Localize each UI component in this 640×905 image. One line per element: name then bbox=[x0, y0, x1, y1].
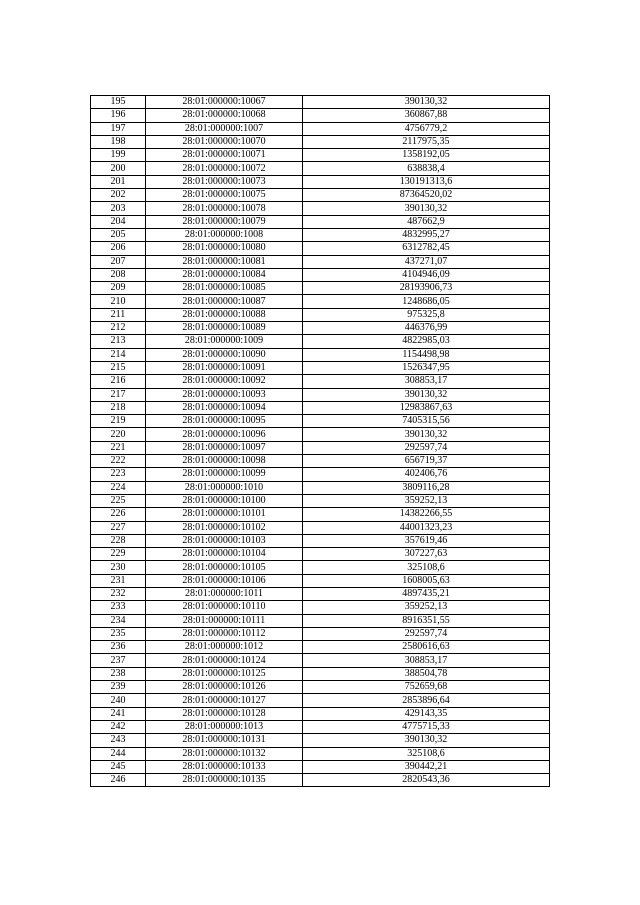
table-row bbox=[91, 308, 550, 321]
row-number-cell: 211 bbox=[91, 308, 146, 321]
value-cell: 390130,32 bbox=[303, 388, 550, 401]
value-cell: 308853,17 bbox=[303, 375, 550, 388]
value-cell: 4104946,09 bbox=[303, 268, 550, 281]
cadastral-number-cell: 28:01:000000:10087 bbox=[146, 295, 303, 308]
value-cell: 359252,13 bbox=[303, 601, 550, 614]
table-row bbox=[91, 774, 550, 787]
table-row bbox=[91, 335, 550, 348]
row-number-cell: 219 bbox=[91, 415, 146, 428]
value-cell: 360867,88 bbox=[303, 109, 550, 122]
cadastral-number-cell: 28:01:000000:10104 bbox=[146, 548, 303, 561]
value-cell: 4775715,33 bbox=[303, 720, 550, 733]
value-cell: 2117975,35 bbox=[303, 135, 550, 148]
value-cell: 14382266,55 bbox=[303, 508, 550, 521]
value-cell: 656719,37 bbox=[303, 455, 550, 468]
cadastral-number-cell: 28:01:000000:10133 bbox=[146, 760, 303, 773]
table-row bbox=[91, 614, 550, 627]
table-row bbox=[91, 415, 550, 428]
cadastral-number-cell: 28:01:000000:10075 bbox=[146, 189, 303, 202]
cadastral-number-cell: 28:01:000000:10132 bbox=[146, 747, 303, 760]
value-cell: 357619,46 bbox=[303, 534, 550, 547]
table-row bbox=[91, 601, 550, 614]
cadastral-number-cell: 28:01:000000:10078 bbox=[146, 202, 303, 215]
cadastral-number-cell: 28:01:000000:10068 bbox=[146, 109, 303, 122]
row-number-cell: 209 bbox=[91, 282, 146, 295]
value-cell: 752659,68 bbox=[303, 681, 550, 694]
value-cell: 130191313,6 bbox=[303, 175, 550, 188]
cadastral-number-cell: 28:01:000000:10072 bbox=[146, 162, 303, 175]
value-cell: 292597,74 bbox=[303, 441, 550, 454]
table-row bbox=[91, 162, 550, 175]
cadastral-number-cell: 28:01:000000:1012 bbox=[146, 641, 303, 654]
row-number-cell: 221 bbox=[91, 441, 146, 454]
table-row bbox=[91, 109, 550, 122]
row-number-cell: 223 bbox=[91, 468, 146, 481]
value-cell: 1526347,95 bbox=[303, 361, 550, 374]
row-number-cell: 232 bbox=[91, 587, 146, 600]
cadastral-number-cell: 28:01:000000:10094 bbox=[146, 401, 303, 414]
cadastral-number-cell: 28:01:000000:10088 bbox=[146, 308, 303, 321]
cadastral-number-cell: 28:01:000000:10092 bbox=[146, 375, 303, 388]
value-cell: 12983867,63 bbox=[303, 401, 550, 414]
row-number-cell: 226 bbox=[91, 508, 146, 521]
cadastral-number-cell: 28:01:000000:10102 bbox=[146, 521, 303, 534]
table-row bbox=[91, 255, 550, 268]
table-row bbox=[91, 521, 550, 534]
row-number-cell: 213 bbox=[91, 335, 146, 348]
value-cell: 388504,78 bbox=[303, 667, 550, 680]
cadastral-number-cell: 28:01:000000:1011 bbox=[146, 587, 303, 600]
table-row bbox=[91, 441, 550, 454]
value-cell: 4756779,2 bbox=[303, 122, 550, 135]
row-number-cell: 227 bbox=[91, 521, 146, 534]
table-row bbox=[91, 667, 550, 680]
table-row bbox=[91, 508, 550, 521]
cadastral-number-cell: 28:01:000000:10098 bbox=[146, 455, 303, 468]
cadastral-number-cell: 28:01:000000:10124 bbox=[146, 654, 303, 667]
value-cell: 429143,35 bbox=[303, 707, 550, 720]
value-cell: 28193906,73 bbox=[303, 282, 550, 295]
value-cell: 8916351,55 bbox=[303, 614, 550, 627]
cadastral-number-cell: 28:01:000000:10100 bbox=[146, 494, 303, 507]
value-cell: 402406,76 bbox=[303, 468, 550, 481]
value-cell: 307227,63 bbox=[303, 548, 550, 561]
row-number-cell: 202 bbox=[91, 189, 146, 202]
table-row bbox=[91, 534, 550, 547]
cadastral-number-cell: 28:01:000000:10106 bbox=[146, 574, 303, 587]
row-number-cell: 206 bbox=[91, 242, 146, 255]
value-cell: 325108,6 bbox=[303, 747, 550, 760]
table-row bbox=[91, 694, 550, 707]
value-cell: 390130,32 bbox=[303, 96, 550, 109]
row-number-cell: 235 bbox=[91, 627, 146, 640]
row-number-cell: 244 bbox=[91, 747, 146, 760]
table-row bbox=[91, 641, 550, 654]
table-row bbox=[91, 734, 550, 747]
cadastral-number-cell: 28:01:000000:10081 bbox=[146, 255, 303, 268]
row-number-cell: 196 bbox=[91, 109, 146, 122]
value-cell: 437271,07 bbox=[303, 255, 550, 268]
row-number-cell: 229 bbox=[91, 548, 146, 561]
value-cell: 446376,99 bbox=[303, 322, 550, 335]
cadastral-number-cell: 28:01:000000:1013 bbox=[146, 720, 303, 733]
value-cell: 638838,4 bbox=[303, 162, 550, 175]
value-cell: 2820543,36 bbox=[303, 774, 550, 787]
value-cell: 487662,9 bbox=[303, 215, 550, 228]
table-row bbox=[91, 561, 550, 574]
row-number-cell: 243 bbox=[91, 734, 146, 747]
row-number-cell: 208 bbox=[91, 268, 146, 281]
value-cell: 1248686,05 bbox=[303, 295, 550, 308]
cadastral-number-cell: 28:01:000000:10067 bbox=[146, 96, 303, 109]
cadastral-number-cell: 28:01:000000:10095 bbox=[146, 415, 303, 428]
row-number-cell: 212 bbox=[91, 322, 146, 335]
cadastral-number-cell: 28:01:000000:10128 bbox=[146, 707, 303, 720]
cadastral-number-cell: 28:01:000000:10096 bbox=[146, 428, 303, 441]
row-number-cell: 216 bbox=[91, 375, 146, 388]
table-row bbox=[91, 135, 550, 148]
table-row bbox=[91, 720, 550, 733]
row-number-cell: 224 bbox=[91, 481, 146, 494]
cadastral-number-cell: 28:01:000000:10111 bbox=[146, 614, 303, 627]
table-row bbox=[91, 242, 550, 255]
cadastral-number-cell: 28:01:000000:10089 bbox=[146, 322, 303, 335]
table-row bbox=[91, 455, 550, 468]
row-number-cell: 218 bbox=[91, 401, 146, 414]
value-cell: 975325,8 bbox=[303, 308, 550, 321]
cadastral-number-cell: 28:01:000000:1008 bbox=[146, 228, 303, 241]
table-row bbox=[91, 587, 550, 600]
value-cell: 4897435,21 bbox=[303, 587, 550, 600]
row-number-cell: 246 bbox=[91, 774, 146, 787]
cadastral-number-cell: 28:01:000000:10073 bbox=[146, 175, 303, 188]
value-cell: 359252,13 bbox=[303, 494, 550, 507]
cadastral-number-cell: 28:01:000000:1010 bbox=[146, 481, 303, 494]
value-cell: 1608005,63 bbox=[303, 574, 550, 587]
row-number-cell: 197 bbox=[91, 122, 146, 135]
value-cell: 4822985,03 bbox=[303, 335, 550, 348]
row-number-cell: 222 bbox=[91, 455, 146, 468]
cadastral-number-cell: 28:01:000000:10093 bbox=[146, 388, 303, 401]
row-number-cell: 199 bbox=[91, 149, 146, 162]
table-row bbox=[91, 295, 550, 308]
table-row bbox=[91, 189, 550, 202]
row-number-cell: 217 bbox=[91, 388, 146, 401]
cadastral-number-cell: 28:01:000000:10110 bbox=[146, 601, 303, 614]
row-number-cell: 234 bbox=[91, 614, 146, 627]
cadastral-number-cell: 28:01:000000:10097 bbox=[146, 441, 303, 454]
cadastral-number-cell: 28:01:000000:10071 bbox=[146, 149, 303, 162]
table-row bbox=[91, 747, 550, 760]
cadastral-number-cell: 28:01:000000:1009 bbox=[146, 335, 303, 348]
table-row bbox=[91, 228, 550, 241]
cadastral-number-cell: 28:01:000000:10080 bbox=[146, 242, 303, 255]
table-row bbox=[91, 548, 550, 561]
row-number-cell: 245 bbox=[91, 760, 146, 773]
cadastral-number-cell: 28:01:000000:10112 bbox=[146, 627, 303, 640]
table-row bbox=[91, 215, 550, 228]
value-cell: 390442,21 bbox=[303, 760, 550, 773]
cadastral-number-cell: 28:01:000000:10127 bbox=[146, 694, 303, 707]
row-number-cell: 195 bbox=[91, 96, 146, 109]
table-row bbox=[91, 348, 550, 361]
value-cell: 390130,32 bbox=[303, 428, 550, 441]
cadastral-number-cell: 28:01:000000:10084 bbox=[146, 268, 303, 281]
value-cell: 3809116,28 bbox=[303, 481, 550, 494]
table-row bbox=[91, 428, 550, 441]
row-number-cell: 210 bbox=[91, 295, 146, 308]
cadastral-number-cell: 28:01:000000:1007 bbox=[146, 122, 303, 135]
cadastral-number-cell: 28:01:000000:10131 bbox=[146, 734, 303, 747]
row-number-cell: 201 bbox=[91, 175, 146, 188]
row-number-cell: 236 bbox=[91, 641, 146, 654]
value-cell: 1154498,98 bbox=[303, 348, 550, 361]
cadastral-number-cell: 28:01:000000:10090 bbox=[146, 348, 303, 361]
row-number-cell: 241 bbox=[91, 707, 146, 720]
row-number-cell: 231 bbox=[91, 574, 146, 587]
value-cell: 4832995,27 bbox=[303, 228, 550, 241]
table-row bbox=[91, 375, 550, 388]
row-number-cell: 220 bbox=[91, 428, 146, 441]
table-row bbox=[91, 401, 550, 414]
cadastral-number-cell: 28:01:000000:10085 bbox=[146, 282, 303, 295]
row-number-cell: 240 bbox=[91, 694, 146, 707]
table-row bbox=[91, 175, 550, 188]
table-row bbox=[91, 468, 550, 481]
value-cell: 87364520,02 bbox=[303, 189, 550, 202]
cadastral-number-cell: 28:01:000000:10099 bbox=[146, 468, 303, 481]
table-row bbox=[91, 282, 550, 295]
table-row bbox=[91, 388, 550, 401]
cadastral-number-cell: 28:01:000000:10091 bbox=[146, 361, 303, 374]
row-number-cell: 238 bbox=[91, 667, 146, 680]
value-cell: 325108,6 bbox=[303, 561, 550, 574]
row-number-cell: 233 bbox=[91, 601, 146, 614]
row-number-cell: 214 bbox=[91, 348, 146, 361]
table-row bbox=[91, 122, 550, 135]
row-number-cell: 228 bbox=[91, 534, 146, 547]
table-row bbox=[91, 627, 550, 640]
row-number-cell: 242 bbox=[91, 720, 146, 733]
value-cell: 7405315,56 bbox=[303, 415, 550, 428]
table-row bbox=[91, 760, 550, 773]
table-body bbox=[91, 96, 550, 787]
row-number-cell: 203 bbox=[91, 202, 146, 215]
table-row bbox=[91, 654, 550, 667]
cadastral-number-cell: 28:01:000000:10135 bbox=[146, 774, 303, 787]
value-cell: 6312782,45 bbox=[303, 242, 550, 255]
cadastral-number-cell: 28:01:000000:10070 bbox=[146, 135, 303, 148]
value-cell: 2853896,64 bbox=[303, 694, 550, 707]
row-number-cell: 225 bbox=[91, 494, 146, 507]
row-number-cell: 200 bbox=[91, 162, 146, 175]
table-row bbox=[91, 494, 550, 507]
value-cell: 308853,17 bbox=[303, 654, 550, 667]
row-number-cell: 205 bbox=[91, 228, 146, 241]
cadastral-number-cell: 28:01:000000:10101 bbox=[146, 508, 303, 521]
cadastral-number-cell: 28:01:000000:10103 bbox=[146, 534, 303, 547]
value-cell: 390130,32 bbox=[303, 202, 550, 215]
row-number-cell: 230 bbox=[91, 561, 146, 574]
value-cell: 2580616,63 bbox=[303, 641, 550, 654]
value-cell: 390130,32 bbox=[303, 734, 550, 747]
table-row bbox=[91, 361, 550, 374]
table-row bbox=[91, 202, 550, 215]
value-cell: 292597,74 bbox=[303, 627, 550, 640]
cadastral-number-cell: 28:01:000000:10126 bbox=[146, 681, 303, 694]
row-number-cell: 207 bbox=[91, 255, 146, 268]
row-number-cell: 237 bbox=[91, 654, 146, 667]
table-row bbox=[91, 707, 550, 720]
row-number-cell: 204 bbox=[91, 215, 146, 228]
table-row bbox=[91, 96, 550, 109]
cadastral-number-cell: 28:01:000000:10079 bbox=[146, 215, 303, 228]
row-number-cell: 239 bbox=[91, 681, 146, 694]
table-row bbox=[91, 268, 550, 281]
table-row bbox=[91, 481, 550, 494]
cadastral-number-cell: 28:01:000000:10125 bbox=[146, 667, 303, 680]
table-row bbox=[91, 149, 550, 162]
table-row bbox=[91, 681, 550, 694]
value-cell: 44001323,23 bbox=[303, 521, 550, 534]
row-number-cell: 198 bbox=[91, 135, 146, 148]
table-row bbox=[91, 322, 550, 335]
row-number-cell: 215 bbox=[91, 361, 146, 374]
data-table bbox=[90, 95, 550, 787]
cadastral-number-cell: 28:01:000000:10105 bbox=[146, 561, 303, 574]
table-row bbox=[91, 574, 550, 587]
value-cell: 1358192,05 bbox=[303, 149, 550, 162]
